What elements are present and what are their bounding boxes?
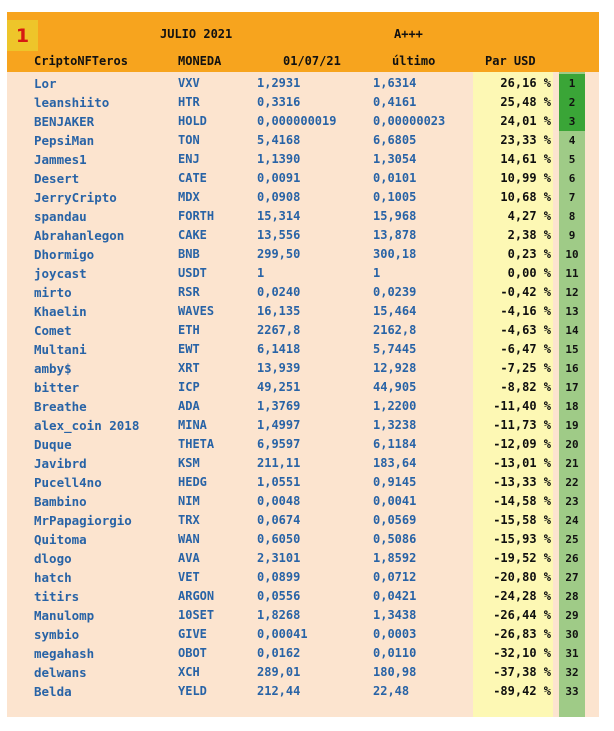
cell-change: 0,00 % xyxy=(507,266,551,280)
cell-last: 1,8592 xyxy=(373,551,417,565)
table-row xyxy=(7,625,599,644)
cell-rank: 8 xyxy=(568,210,576,223)
cell-user: BENJAKER xyxy=(34,114,95,129)
cell-user: Abrahanlegon xyxy=(34,228,125,243)
cell-start: 1,0551 xyxy=(257,475,301,489)
cell-last: 0,0101 xyxy=(373,171,417,185)
cell-coin: ICP xyxy=(178,380,200,394)
cell-rank: 12 xyxy=(565,286,579,299)
table-row xyxy=(7,435,599,454)
cell-last: 0,00000023 xyxy=(373,114,446,128)
cell-change: 2,38 % xyxy=(507,228,551,242)
cell-rank: 7 xyxy=(568,191,576,204)
table-row xyxy=(7,283,599,302)
cell-coin: CAKE xyxy=(178,228,207,242)
cell-start: 6,9597 xyxy=(257,437,301,451)
cell-start: 2,3101 xyxy=(257,551,301,565)
cell-coin: WAVES xyxy=(178,304,215,318)
cell-rank: 30 xyxy=(565,628,579,641)
position-badge: 1 xyxy=(7,20,38,51)
table-row xyxy=(7,511,599,530)
cell-last: 15,464 xyxy=(373,304,417,318)
cell-start: 1,1390 xyxy=(257,152,301,166)
cell-change: 25,48 % xyxy=(500,95,551,109)
cell-last: 15,968 xyxy=(373,209,417,223)
cell-last: 1,3438 xyxy=(373,608,417,622)
cell-coin: BNB xyxy=(178,247,200,261)
cell-rank: 29 xyxy=(565,609,579,622)
table-row xyxy=(7,606,599,625)
cell-last: 1,3054 xyxy=(373,152,417,166)
cell-last: 1,6314 xyxy=(373,76,417,90)
cell-start: 0,0240 xyxy=(257,285,301,299)
cell-coin: VXV xyxy=(178,76,200,90)
cell-start: 13,939 xyxy=(257,361,301,375)
cell-rank: 26 xyxy=(565,552,579,565)
cell-change: -24,28 % xyxy=(493,589,551,603)
cell-rank: 11 xyxy=(565,267,579,280)
cell-rank: 18 xyxy=(565,400,579,413)
cell-start: 289,01 xyxy=(257,665,301,679)
cell-coin: AVA xyxy=(178,551,200,565)
cell-rank: 20 xyxy=(565,438,579,451)
cell-coin: ENJ xyxy=(178,152,200,166)
cell-start: 212,44 xyxy=(257,684,301,698)
cell-start: 0,0048 xyxy=(257,494,301,508)
cell-start: 15,314 xyxy=(257,209,301,223)
cell-coin: 10SET xyxy=(178,608,215,622)
cell-change: -6,47 % xyxy=(500,342,551,356)
cell-change: -89,42 % xyxy=(493,684,551,698)
cell-start: 0,3316 xyxy=(257,95,301,109)
cell-start: 1,8268 xyxy=(257,608,301,622)
table-row xyxy=(7,473,599,492)
cell-coin: MINA xyxy=(178,418,207,432)
cell-coin: MDX xyxy=(178,190,200,204)
table-row xyxy=(7,549,599,568)
cell-coin: ARGON xyxy=(178,589,215,603)
cell-last: 44,905 xyxy=(373,380,417,394)
cell-last: 0,0421 xyxy=(373,589,417,603)
cell-rank: 5 xyxy=(568,153,576,166)
cell-rank: 1 xyxy=(559,74,585,93)
cell-change: -37,38 % xyxy=(493,665,551,679)
cell-change: -19,52 % xyxy=(493,551,551,565)
cell-change: -20,80 % xyxy=(493,570,551,584)
cell-user: Quitoma xyxy=(34,532,87,547)
cell-user: Bambino xyxy=(34,494,87,509)
cell-start: 0,6050 xyxy=(257,532,301,546)
cell-change: -14,58 % xyxy=(493,494,551,508)
cell-change: -13,33 % xyxy=(493,475,551,489)
cell-change: -4,63 % xyxy=(500,323,551,337)
cell-user: Lor xyxy=(34,76,57,91)
cell-rank: 19 xyxy=(565,419,579,432)
cell-last: 5,7445 xyxy=(373,342,417,356)
cell-coin: VET xyxy=(178,570,200,584)
cell-coin: ADA xyxy=(178,399,200,413)
cell-last: 0,0569 xyxy=(373,513,417,527)
cell-change: 23,33 % xyxy=(500,133,551,147)
cell-start: 5,4168 xyxy=(257,133,301,147)
cell-user: Duque xyxy=(34,437,72,452)
cell-last: 0,0110 xyxy=(373,646,417,660)
cell-user: Comet xyxy=(34,323,72,338)
cell-start: 13,556 xyxy=(257,228,301,242)
cell-start: 0,00041 xyxy=(257,627,308,641)
table-row xyxy=(7,530,599,549)
table-row xyxy=(7,188,599,207)
table-row xyxy=(7,131,599,150)
cell-start: 0,0091 xyxy=(257,171,301,185)
cell-rank: 17 xyxy=(565,381,579,394)
cell-change: 14,61 % xyxy=(500,152,551,166)
cell-coin: KSM xyxy=(178,456,200,470)
table-row xyxy=(7,644,599,663)
column-header-change: Par USD xyxy=(485,54,536,68)
cell-coin: TRX xyxy=(178,513,200,527)
table-row xyxy=(7,226,599,245)
cell-coin: HOLD xyxy=(178,114,207,128)
cell-rank: 24 xyxy=(565,514,579,527)
table-row xyxy=(7,112,599,131)
cell-user: Javibrd xyxy=(34,456,87,471)
cell-user: Manulomp xyxy=(34,608,95,623)
cell-user: joycast xyxy=(34,266,87,281)
cell-user: hatch xyxy=(34,570,72,585)
cell-change: -8,82 % xyxy=(500,380,551,394)
table-row xyxy=(7,568,599,587)
cell-user: spandau xyxy=(34,209,87,224)
cell-coin: XRT xyxy=(178,361,200,375)
cell-change: -15,58 % xyxy=(493,513,551,527)
cell-change: -4,16 % xyxy=(500,304,551,318)
table-row xyxy=(7,492,599,511)
cell-rank: 25 xyxy=(565,533,579,546)
cell-coin: FORTH xyxy=(178,209,215,223)
cell-start: 1,2931 xyxy=(257,76,301,90)
cell-user: MrPapagiorgio xyxy=(34,513,132,528)
table-row xyxy=(7,340,599,359)
table-row xyxy=(7,302,599,321)
cell-coin: ETH xyxy=(178,323,200,337)
cell-change: -12,09 % xyxy=(493,437,551,451)
table-row xyxy=(7,454,599,473)
cell-coin: CATE xyxy=(178,171,207,185)
cell-coin: XCH xyxy=(178,665,200,679)
cell-change: -26,83 % xyxy=(493,627,551,641)
cell-change: 10,99 % xyxy=(500,171,551,185)
cell-user: amby$ xyxy=(34,361,72,376)
cell-coin: WAN xyxy=(178,532,200,546)
column-header-last: último xyxy=(392,54,436,68)
cell-user: Breathe xyxy=(34,399,87,414)
cell-start: 0,0556 xyxy=(257,589,301,603)
cell-user: megahash xyxy=(34,646,95,661)
cell-last: 0,5086 xyxy=(373,532,417,546)
cell-last: 0,0239 xyxy=(373,285,417,299)
ranking-sheet xyxy=(7,12,599,717)
cell-coin: OBOT xyxy=(178,646,207,660)
cell-last: 6,1184 xyxy=(373,437,417,451)
cell-user: leanshiito xyxy=(34,95,110,110)
cell-user: Dhormigo xyxy=(34,247,95,262)
cell-coin: RSR xyxy=(178,285,200,299)
cell-last: 0,4161 xyxy=(373,95,417,109)
cell-rank: 16 xyxy=(565,362,579,375)
cell-rank: 22 xyxy=(565,476,579,489)
cell-start: 6,1418 xyxy=(257,342,301,356)
cell-change: -11,73 % xyxy=(493,418,551,432)
cell-user: Khaelin xyxy=(34,304,87,319)
table-row xyxy=(7,264,599,283)
cell-coin: TON xyxy=(178,133,200,147)
table-row xyxy=(7,663,599,682)
cell-user: alex_coin 2018 xyxy=(34,418,140,433)
cell-change: -0,42 % xyxy=(500,285,551,299)
cell-start: 1,3769 xyxy=(257,399,301,413)
column-header-coin: MONEDA xyxy=(178,54,222,68)
cell-change: -7,25 % xyxy=(500,361,551,375)
cell-last: 0,0712 xyxy=(373,570,417,584)
cell-start: 2267,8 xyxy=(257,323,301,337)
table-row xyxy=(7,321,599,340)
table-row xyxy=(7,169,599,188)
cell-start: 1,4997 xyxy=(257,418,301,432)
cell-last: 6,6805 xyxy=(373,133,417,147)
cell-change: -26,44 % xyxy=(493,608,551,622)
cell-change: -15,93 % xyxy=(493,532,551,546)
cell-rank: 28 xyxy=(565,590,579,603)
cell-user: JerryCripto xyxy=(34,190,117,205)
cell-coin: YELD xyxy=(178,684,207,698)
cell-change: 26,16 % xyxy=(500,76,551,90)
cell-change: 10,68 % xyxy=(500,190,551,204)
cell-last: 0,1005 xyxy=(373,190,417,204)
cell-rank: 3 xyxy=(559,112,585,131)
cell-last: 2162,8 xyxy=(373,323,417,337)
cell-user: Pucell4no xyxy=(34,475,102,490)
cell-start: 0,0162 xyxy=(257,646,301,660)
cell-rank: 33 xyxy=(565,685,579,698)
cell-change: -32,10 % xyxy=(493,646,551,660)
table-row xyxy=(7,207,599,226)
cell-start: 16,135 xyxy=(257,304,301,318)
cell-user: mirto xyxy=(34,285,72,300)
cell-change: 0,23 % xyxy=(507,247,551,261)
table-row xyxy=(7,245,599,264)
cell-start: 211,11 xyxy=(257,456,301,470)
table-row xyxy=(7,93,599,112)
cell-last: 0,9145 xyxy=(373,475,417,489)
cell-coin: USDT xyxy=(178,266,207,280)
cell-rank: 6 xyxy=(568,172,576,185)
cell-user: PepsiMan xyxy=(34,133,95,148)
cell-last: 1,2200 xyxy=(373,399,417,413)
cell-rank: 10 xyxy=(565,248,579,261)
table-row xyxy=(7,416,599,435)
grade-title: A+++ xyxy=(394,27,423,41)
cell-rank: 14 xyxy=(565,324,579,337)
cell-coin: NIM xyxy=(178,494,200,508)
cell-rank: 9 xyxy=(568,229,576,242)
cell-rank: 13 xyxy=(565,305,579,318)
cell-last: 0,0041 xyxy=(373,494,417,508)
cell-change: -11,40 % xyxy=(493,399,551,413)
cell-change: 24,01 % xyxy=(500,114,551,128)
table-row xyxy=(7,359,599,378)
cell-user: bitter xyxy=(34,380,80,395)
cell-start: 0,0674 xyxy=(257,513,301,527)
cell-last: 0,0003 xyxy=(373,627,417,641)
table-row xyxy=(7,682,599,701)
column-header-user: CriptoNFTeros xyxy=(34,54,128,68)
cell-start: 0,000000019 xyxy=(257,114,337,128)
cell-last: 1,3238 xyxy=(373,418,417,432)
cell-coin: GIVE xyxy=(178,627,207,641)
cell-rank: 15 xyxy=(565,343,579,356)
cell-user: dlogo xyxy=(34,551,72,566)
cell-rank: 32 xyxy=(565,666,579,679)
table-row xyxy=(7,397,599,416)
header-bar xyxy=(7,12,599,72)
cell-rank: 23 xyxy=(565,495,579,508)
cell-start: 0,0908 xyxy=(257,190,301,204)
cell-last: 1 xyxy=(373,266,381,280)
cell-last: 300,18 xyxy=(373,247,417,261)
cell-rank: 21 xyxy=(565,457,579,470)
cell-user: Desert xyxy=(34,171,80,186)
cell-user: Multani xyxy=(34,342,87,357)
cell-rank: 27 xyxy=(565,571,579,584)
cell-user: Jammes1 xyxy=(34,152,87,167)
cell-start: 1 xyxy=(257,266,265,280)
cell-rank: 2 xyxy=(559,93,585,112)
cell-user: delwans xyxy=(34,665,87,680)
cell-rank: 31 xyxy=(565,647,579,660)
cell-rank: 4 xyxy=(568,134,576,147)
table-row xyxy=(7,150,599,169)
column-header-date: 01/07/21 xyxy=(283,54,341,68)
cell-coin: THETA xyxy=(178,437,215,451)
table-row xyxy=(7,378,599,397)
table-row xyxy=(7,74,599,93)
cell-start: 0,0899 xyxy=(257,570,301,584)
cell-user: symbio xyxy=(34,627,80,642)
cell-last: 22,48 xyxy=(373,684,410,698)
cell-user: titirs xyxy=(34,589,80,604)
cell-change: 4,27 % xyxy=(507,209,551,223)
cell-change: -13,01 % xyxy=(493,456,551,470)
cell-last: 12,928 xyxy=(373,361,417,375)
cell-coin: HEDG xyxy=(178,475,207,489)
cell-last: 180,98 xyxy=(373,665,417,679)
cell-coin: HTR xyxy=(178,95,200,109)
cell-start: 49,251 xyxy=(257,380,301,394)
cell-last: 183,64 xyxy=(373,456,417,470)
cell-start: 299,50 xyxy=(257,247,301,261)
month-title: JULIO 2021 xyxy=(160,27,233,41)
cell-last: 13,878 xyxy=(373,228,417,242)
cell-coin: EWT xyxy=(178,342,200,356)
cell-user: Belda xyxy=(34,684,72,699)
table-row xyxy=(7,587,599,606)
